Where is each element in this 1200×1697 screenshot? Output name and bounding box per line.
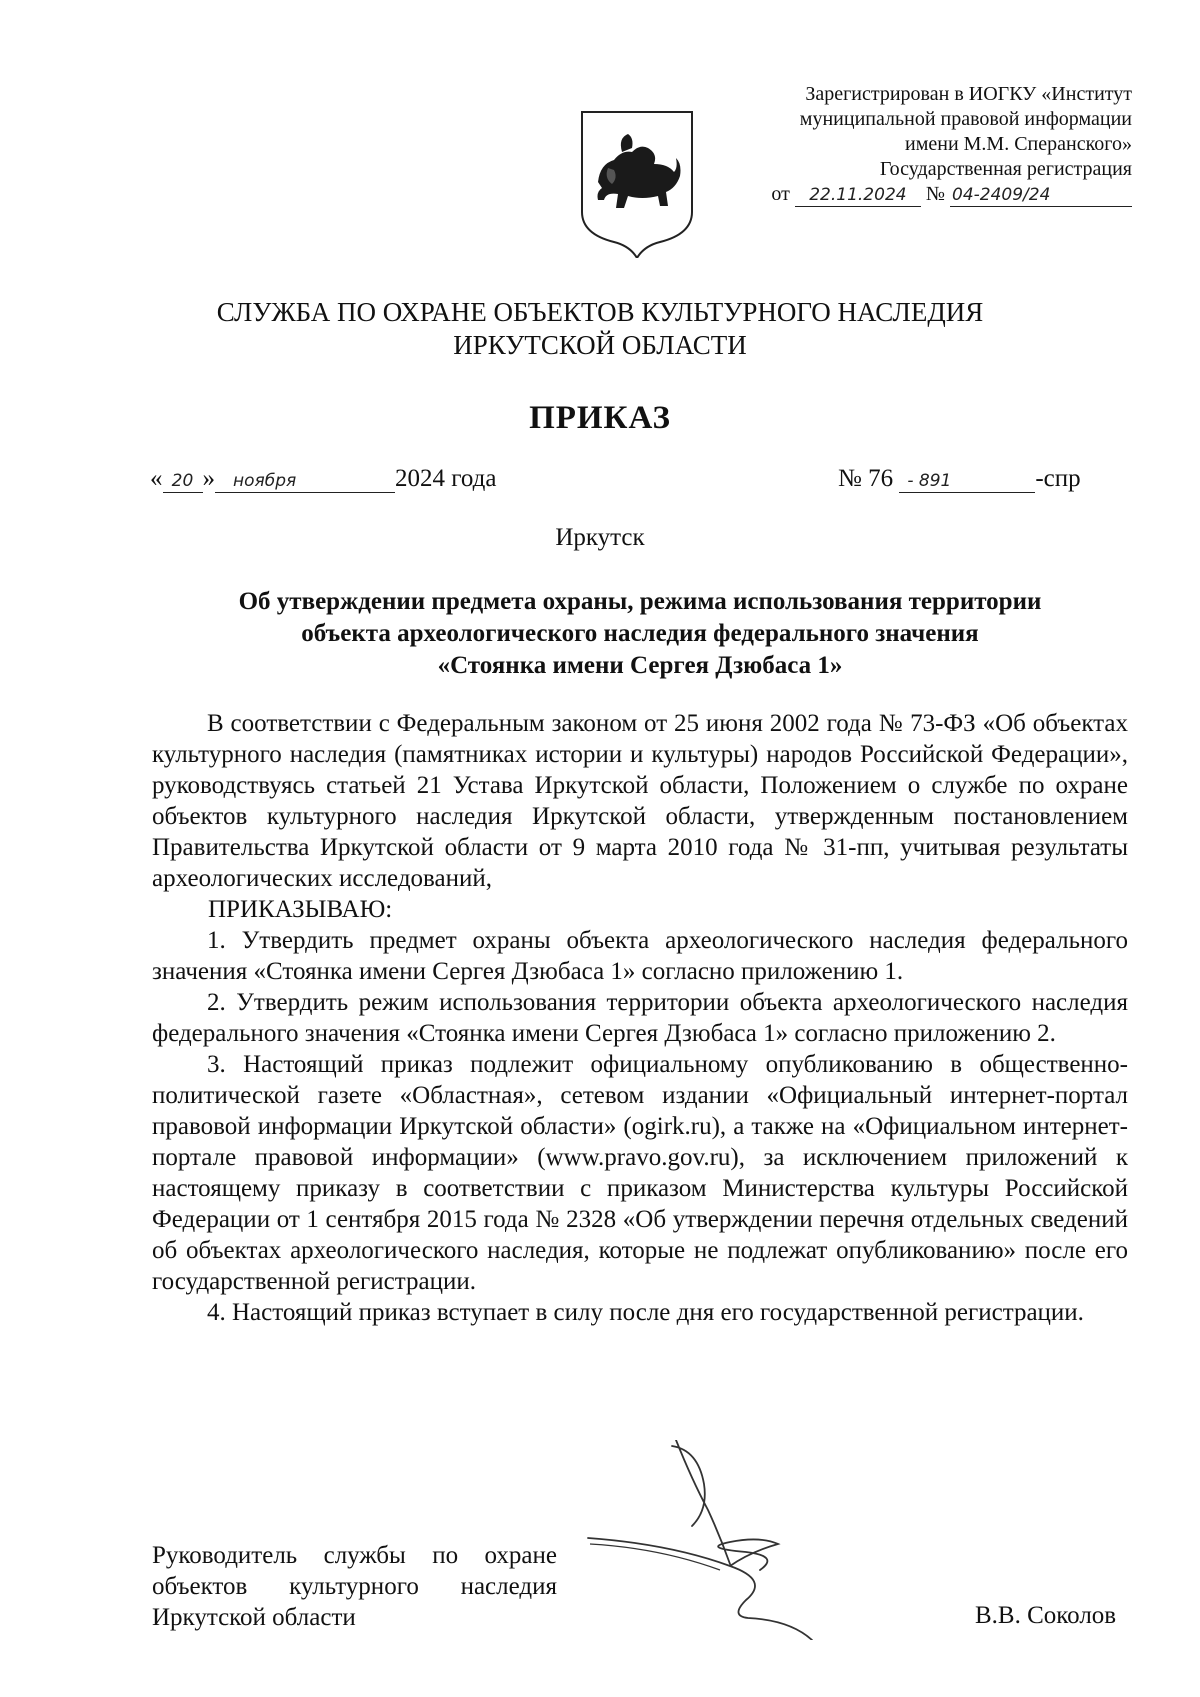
registration-date-number — [700, 182, 1132, 207]
city: Иркутск — [555, 524, 645, 551]
registration-line-4: Государственная регистрация — [879, 158, 1132, 180]
date-year: 2024 года — [395, 465, 497, 492]
agency-heading — [0, 296, 1200, 362]
date-open-quote: « — [150, 465, 163, 492]
order-body — [152, 708, 1128, 1328]
agency-line-2: ИРКУТСКОЙ ОБЛАСТИ — [453, 330, 747, 360]
order-number — [838, 465, 1081, 493]
date-day: 20 — [163, 470, 203, 493]
order-item-3: 3. Настоящий приказ подлежит официальному опубликованию в общественно-политической газете «Областная», сетевом издании «Официальный интернет-портал правовой информации Иркутской области» (ogirk.ru), а также на «Официальном интернет-портале правовой информации» (www.pravo.gov.ru), за исключением приложений к настоящему приказу в соответствии с приказом Министерства культуры Российской Федерации от 1 сентября 2015 года № 2328 «Об утверждении перечня отдельных сведений об объектах археологического наследия, которые не подлежат опубликованию» после его государственной регистрации. — [152, 1051, 1128, 1295]
registration-date-prefix: от — [771, 183, 790, 205]
subject-line-3: «Стоянка имени Сергея Дзюбаса 1» — [437, 652, 843, 679]
order-item-1: 1. Утвердить предмет охраны объекта археологического наследия федерального значения «Стоянка имени Сергея Дзюбаса 1» согласно приложению 1. — [152, 927, 1128, 985]
order-number-suffix: -спр — [1035, 465, 1081, 492]
order-number-value: - 891 — [899, 470, 1035, 493]
registration-line-1: Зарегистрирован в ИОГКУ «Институт — [805, 83, 1132, 105]
signatory-position — [152, 1540, 557, 1633]
registration-stamp — [700, 82, 1132, 207]
order-item-2: 2. Утвердить режим использования территории объекта археологического наследия федерального значения «Стоянка имени Сергея Дзюбаса 1» согласно приложению 2. — [152, 989, 1128, 1047]
signatory-position-line-2: объектов культурного наследия — [152, 1573, 557, 1600]
signatory-name: В.В. Соколов — [975, 1602, 1117, 1629]
coat-of-arms-emblem — [578, 108, 696, 258]
handwritten-signature — [580, 1440, 910, 1640]
order-subject — [150, 586, 1130, 682]
document-type-title: ПРИКАЗ — [529, 400, 671, 436]
date-month: ноября — [215, 470, 395, 493]
order-item-4: 4. Настоящий приказ вступает в силу после дня его государственной регистрации. — [207, 1299, 1084, 1326]
subject-line-1: Об утверждении предмета охраны, режима использования территории — [238, 588, 1042, 615]
registration-date-value: 22.11.2024 — [795, 184, 921, 207]
registration-number-prefix: № — [925, 183, 945, 205]
registration-number-value: 04-2409/24 — [950, 184, 1132, 207]
signatory-position-line-3: Иркутской области — [152, 1604, 356, 1631]
registration-line-3: имени М.М. Сперанского» — [905, 133, 1132, 155]
preamble-paragraph: В соответствии с Федеральным законом от 25 июня 2002 года № 73-ФЗ «Об объектах культурного наследия (памятниках истории и культуры) народов Российской Федерации», руководствуясь статьей 21 Устава Иркутской области, Положением о службе по охране объектов культурного наследия Иркутской области, утвержденным постановлением Правительства Иркутской области от 9 марта 2010 года № 31-пп, учитывая результаты археологических исследований, — [152, 710, 1128, 892]
order-word: ПРИКАЗЫВАЮ: — [208, 896, 393, 923]
order-date — [150, 465, 496, 493]
date-close-quote: » — [202, 465, 215, 492]
agency-line-1: СЛУЖБА ПО ОХРАНЕ ОБЪЕКТОВ КУЛЬТУРНОГО НАСЛЕДИЯ — [216, 297, 984, 327]
registration-line-2: муниципальной правовой информации — [799, 108, 1132, 130]
signatory-position-line-1: Руководитель службы по охране — [152, 1542, 557, 1569]
subject-line-2: объекта археологического наследия федерального значения — [301, 620, 979, 647]
order-number-prefix: № 76 — [838, 465, 894, 492]
